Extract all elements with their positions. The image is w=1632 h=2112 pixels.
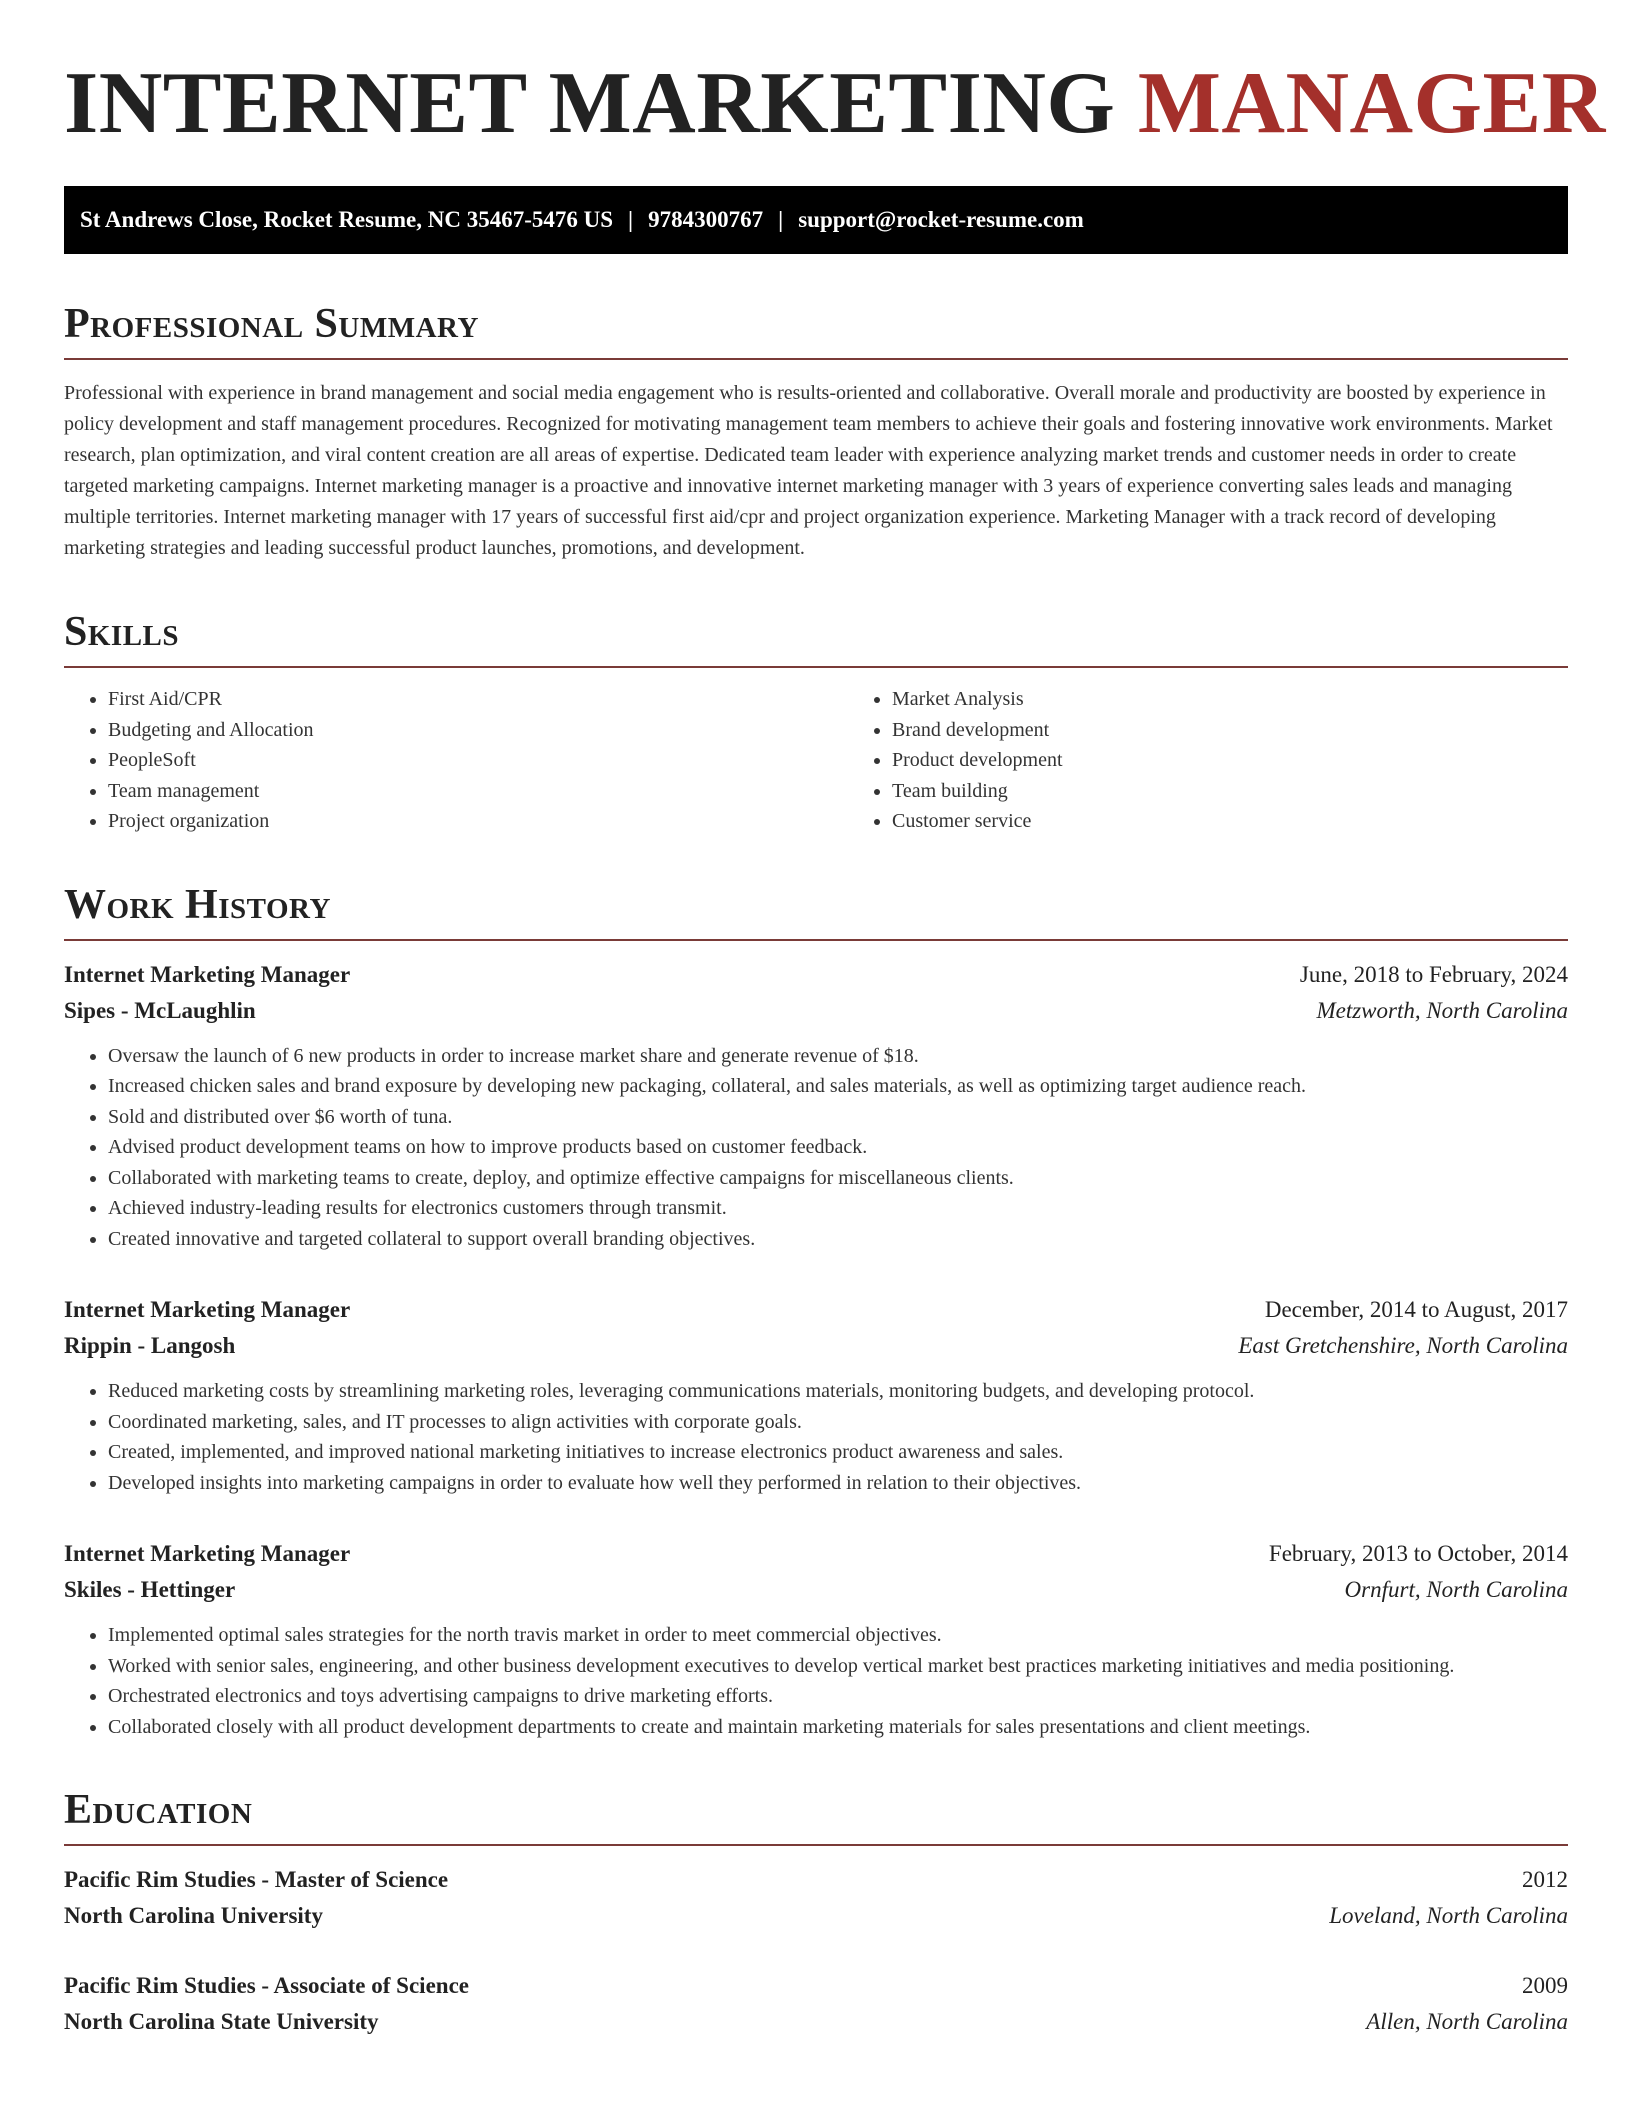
education-header-row <box>64 1862 1568 1898</box>
job-company: Skiles - Hettinger <box>64 1577 236 1602</box>
education-entry <box>64 1968 1568 2040</box>
job-location: Ornfurt, North Carolina <box>1344 1577 1568 1602</box>
job-company: Sipes - McLaughlin <box>64 997 256 1023</box>
job-header-row <box>64 957 1568 993</box>
contact-phone: 9784300767 <box>648 207 764 232</box>
education-section <box>64 1786 1568 2040</box>
job-company-row <box>64 1572 1568 1608</box>
job-dates: December, 2014 to August, 2017 <box>1264 1297 1568 1322</box>
job-bullets <box>64 1041 1568 1255</box>
education-degree: Pacific Rim Studies - Associate of Science <box>64 1973 469 1998</box>
job-header-row <box>64 1292 1568 1328</box>
job-entry <box>64 957 1568 1255</box>
skill-item: • Team building <box>892 776 1632 807</box>
skill-item: • Team management <box>108 776 848 807</box>
job-bullet: • Achieved industry-leading results for electronics customers through transmit. <box>108 1193 1568 1224</box>
education-year: 2009 <box>1522 1973 1568 1998</box>
job-header-row <box>64 1536 1568 1572</box>
job-bullet: • Increased chicken sales and brand exposure by developing new packaging, collateral, and sales materials, as well as optimizing target audience reach. <box>108 1071 1568 1102</box>
education-heading: Education <box>64 1786 1568 1846</box>
skill-item: • Product development <box>892 745 1632 776</box>
skill-item: • Customer service <box>892 806 1632 837</box>
skill-item: • Project organization <box>108 806 848 837</box>
skill-item: • Budgeting and Allocation <box>108 715 848 746</box>
job-bullet: • Worked with senior sales, engineering, and other business development executives to develop vertical market best practices marketing initiatives and media positioning. <box>108 1651 1568 1682</box>
job-bullet: • Reduced marketing costs by streamlining marketing roles, leveraging communications materials, monitoring budgets, and developing protocol. <box>108 1376 1568 1407</box>
job-bullet: • Coordinated marketing, sales, and IT processes to align activities with corporate goals. <box>108 1407 1568 1438</box>
job-bullet: • Created innovative and targeted collateral to support overall branding objectives. <box>108 1224 1568 1255</box>
education-entry <box>64 1862 1568 1934</box>
job-bullet: • Orchestrated electronics and toys advertising campaigns to drive marketing efforts. <box>108 1681 1568 1712</box>
work-history-section <box>64 881 1568 1743</box>
job-entry <box>64 1536 1568 1742</box>
resume-title <box>64 55 1606 152</box>
education-header-row <box>64 1968 1568 2004</box>
job-company-row <box>64 993 1568 1029</box>
education-school-row <box>64 1898 1568 1934</box>
job-company: Rippin - Langosh <box>64 1333 236 1358</box>
work-history-heading: Work History <box>64 881 1568 941</box>
job-location: Metzworth, North Carolina <box>1316 997 1568 1023</box>
contact-email: support@rocket-resume.com <box>798 207 1084 232</box>
education-year: 2012 <box>1522 1867 1568 1892</box>
skills-list <box>64 684 1568 837</box>
education-school-row <box>64 2004 1568 2040</box>
education-location: Allen, North Carolina <box>1366 2009 1568 2034</box>
education-school: North Carolina University <box>64 1903 323 1928</box>
skills-column-left <box>64 684 848 837</box>
education-degree: Pacific Rim Studies - Master of Science <box>64 1867 449 1892</box>
contact-separator: | <box>778 207 784 232</box>
job-bullet: • Implemented optimal sales strategies for the north travis market in order to meet commercial objectives. <box>108 1620 1568 1651</box>
skill-item: • First Aid/CPR <box>108 684 848 715</box>
job-bullet: • Created, implemented, and improved national marketing initiatives to increase electronics product awareness and sales. <box>108 1437 1568 1468</box>
skill-item: • Market Analysis <box>892 684 1632 715</box>
job-title: Internet Marketing Manager <box>64 961 351 987</box>
job-bullets <box>64 1620 1568 1742</box>
skills-section <box>64 608 1568 837</box>
job-entry <box>64 1292 1568 1498</box>
contact-separator: | <box>628 207 634 232</box>
skills-heading: Skills <box>64 608 1568 668</box>
education-location: Loveland, North Carolina <box>1329 1903 1568 1928</box>
job-bullet: • Advised product development teams on how to improve products based on customer feedback. <box>108 1132 1568 1163</box>
title-accent: MANAGER <box>1137 55 1606 152</box>
contact-bar <box>64 186 1568 254</box>
job-title: Internet Marketing Manager <box>64 1541 351 1566</box>
job-bullet: • Collaborated with marketing teams to create, deploy, and optimize effective campaigns for miscellaneous clients. <box>108 1163 1568 1194</box>
job-bullet: • Sold and distributed over $6 worth of tuna. <box>108 1102 1568 1133</box>
skill-item: • Brand development <box>892 715 1632 746</box>
skills-column-right <box>848 684 1632 837</box>
summary-text: Professional with experience in brand management and social media engagement who is results-oriented and collaborative. Overall morale and productivity are boosted by experience in policy development and staff management procedures. Recognized for motivating management team members to achieve their goals and fostering innovative work environments. Market research, plan optimization, and viral content creation are all areas of expertise. Dedicated team leader with experience analyzing market trends and customer needs in order to create targeted marketing campaigns. Internet marketing manager is a proactive and innovative internet marketing manager with 3 years of experience converting sales leads and managing multiple territories. Internet marketing manager with 17 years of successful first aid/cpr and project organization experience. Marketing Manager with a track record of developing marketing strategies and leading successful product launches, promotions, and development. <box>64 382 1553 559</box>
job-bullets <box>64 1376 1568 1498</box>
contact-address: St Andrews Close, Rocket Resume, NC 35467-5476 US <box>80 207 614 232</box>
job-dates: February, 2013 to October, 2014 <box>1268 1541 1568 1566</box>
job-bullet: • Oversaw the launch of 6 new products in order to increase market share and generate revenue of $18. <box>108 1041 1568 1072</box>
skill-item: • PeopleSoft <box>108 745 848 776</box>
summary-heading: Professional Summary <box>64 300 1568 360</box>
job-location: East Gretchenshire, North Carolina <box>1238 1333 1568 1358</box>
education-school: North Carolina State University <box>64 2009 379 2034</box>
job-dates: June, 2018 to February, 2024 <box>1299 961 1568 987</box>
job-title: Internet Marketing Manager <box>64 1297 351 1322</box>
job-bullet: • Collaborated closely with all product development departments to create and maintain marketing materials for sales presentations and client meetings. <box>108 1712 1568 1743</box>
summary-section <box>64 300 1568 564</box>
title-main: INTERNET MARKETING <box>64 55 1116 152</box>
job-company-row <box>64 1328 1568 1364</box>
job-bullet: • Developed insights into marketing campaigns in order to evaluate how well they performed in relation to their objectives. <box>108 1468 1568 1499</box>
